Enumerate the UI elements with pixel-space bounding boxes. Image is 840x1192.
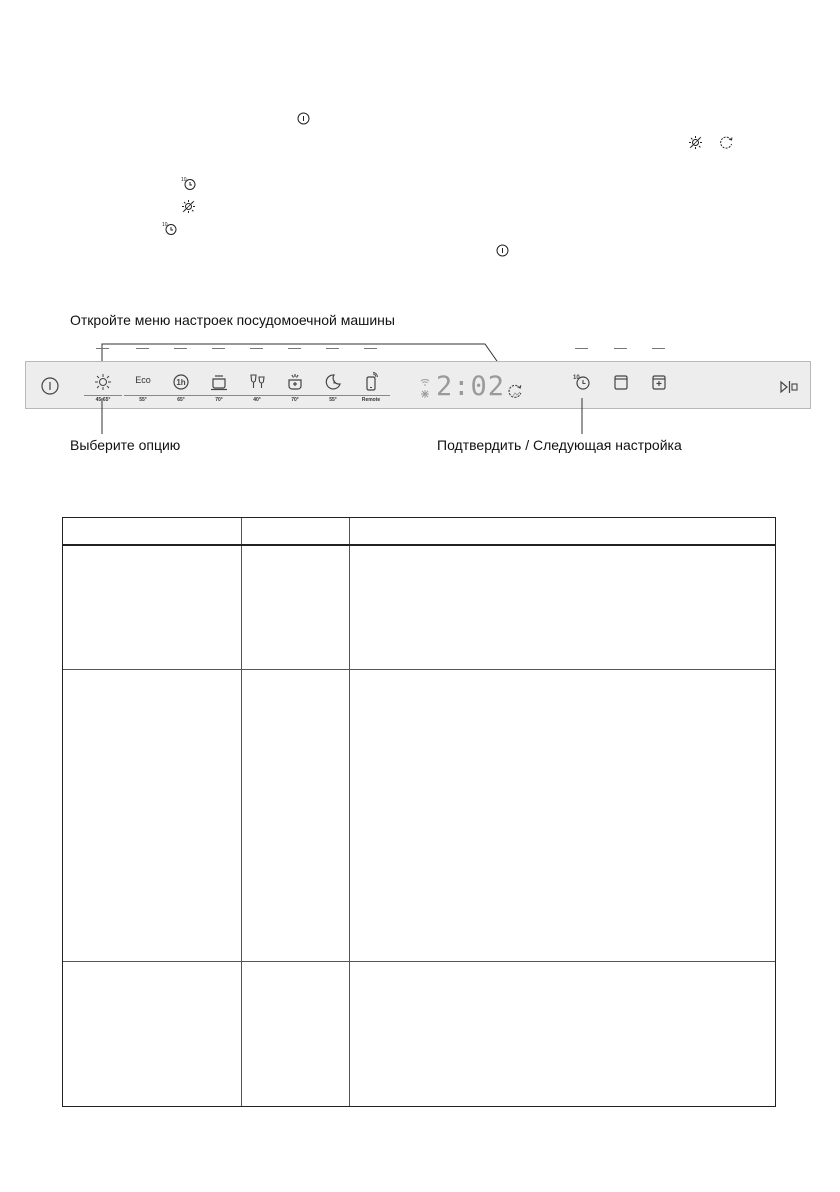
table-column-divider bbox=[349, 518, 350, 1106]
svg-text:1h: 1h bbox=[176, 378, 186, 387]
program-temp-label: 70° bbox=[200, 395, 238, 403]
program-temp-label: 65° bbox=[162, 395, 200, 403]
start-pause-button[interactable] bbox=[779, 380, 799, 394]
delay-start-icon bbox=[162, 221, 178, 236]
glass-program-icon bbox=[247, 372, 267, 392]
confirm-next-button[interactable] bbox=[506, 382, 524, 400]
svg-text:10: 10 bbox=[162, 222, 168, 228]
wifi-icon bbox=[420, 378, 430, 386]
program-eco-button[interactable] bbox=[124, 362, 162, 410]
lower-basket-button[interactable] bbox=[640, 362, 678, 410]
led bbox=[575, 348, 588, 349]
svg-text:10: 10 bbox=[181, 177, 187, 183]
remote-start-button[interactable] bbox=[352, 362, 390, 410]
program-one-hour-button[interactable] bbox=[162, 362, 200, 410]
led bbox=[288, 348, 301, 349]
hygiene-program-icon bbox=[285, 372, 305, 392]
auto-program-icon bbox=[93, 372, 113, 392]
confirm-next-icon bbox=[719, 135, 734, 150]
led bbox=[174, 348, 187, 349]
led bbox=[652, 348, 665, 349]
control-panel bbox=[25, 361, 811, 409]
night-program-icon bbox=[323, 372, 343, 392]
led bbox=[250, 348, 263, 349]
led bbox=[96, 348, 109, 349]
table-row-divider bbox=[63, 669, 775, 670]
program-temp-label: 70° bbox=[276, 395, 314, 403]
led bbox=[212, 348, 225, 349]
program-temp-label: Remote bbox=[352, 395, 390, 403]
svg-text:10: 10 bbox=[573, 375, 580, 381]
program-temp-label: 40° bbox=[238, 395, 276, 403]
one-hour-program-icon bbox=[171, 372, 191, 392]
upper-basket-button[interactable] bbox=[602, 362, 640, 410]
upper-basket-icon bbox=[611, 372, 631, 392]
settings-table bbox=[62, 517, 776, 1107]
table-row-divider bbox=[63, 961, 775, 962]
delay-start-icon bbox=[572, 372, 592, 392]
intensive-pot-program-icon bbox=[209, 372, 229, 392]
info-icon bbox=[297, 112, 310, 125]
table-header-divider bbox=[63, 544, 775, 546]
auto-program-icon bbox=[181, 199, 196, 214]
led bbox=[326, 348, 339, 349]
program-intensive-button[interactable] bbox=[200, 362, 238, 410]
callout-line-confirm-next bbox=[579, 398, 585, 438]
rinse-aid-indicator-icon bbox=[420, 389, 430, 399]
program-hygiene-button[interactable] bbox=[276, 362, 314, 410]
time-display: 2:02 bbox=[436, 371, 506, 402]
program-glass-button[interactable] bbox=[238, 362, 276, 410]
callout-open-menu: Откройте меню настроек посудомоечной машины bbox=[70, 312, 395, 328]
delay-start-icon bbox=[181, 176, 197, 191]
program-temp-label: 45-65° bbox=[84, 395, 122, 403]
callout-line-select-option bbox=[99, 398, 105, 438]
eco-program-icon: Eco bbox=[135, 375, 151, 385]
lower-basket-icon bbox=[649, 372, 669, 392]
table-column-divider bbox=[241, 518, 242, 1106]
led bbox=[136, 348, 149, 349]
power-button[interactable] bbox=[40, 376, 60, 396]
led bbox=[364, 348, 377, 349]
info-icon bbox=[496, 244, 509, 257]
callout-confirm-next: Подтвердить / Следующая настройка bbox=[437, 437, 682, 453]
program-temp-label: 55° bbox=[314, 395, 352, 403]
program-night-button[interactable] bbox=[314, 362, 352, 410]
program-temp-label: 55° bbox=[124, 395, 162, 403]
auto-program-icon bbox=[688, 135, 703, 150]
callout-select-option: Выберите опцию bbox=[70, 437, 181, 453]
remote-start-icon bbox=[361, 372, 381, 392]
led bbox=[614, 348, 627, 349]
